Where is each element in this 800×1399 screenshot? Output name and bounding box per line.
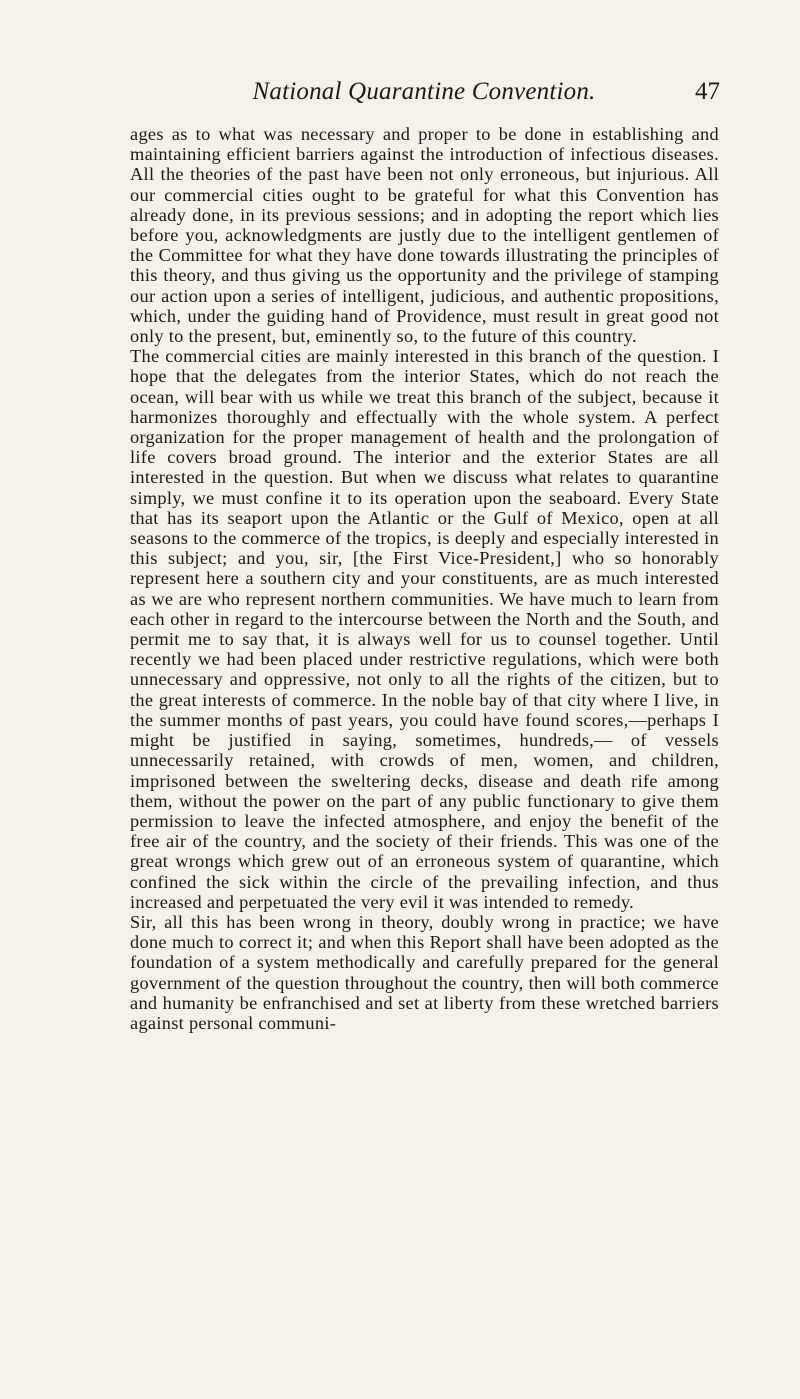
running-title: National Quarantine Convention. [252,78,596,105]
page-number: 47 [695,78,720,105]
paragraph: Sir, all this has been wrong in theory, doubly wrong in practice; we have done much to correct it; and when this Report shall have been adopted as the foundation of a system methodically and carefully prepared for the general government of the question throughout the country, then will both commerce and humanity be enfranchised and set at liberty from these wretched barriers against personal communi- [130,911,719,1033]
paragraph: The commercial cities are mainly interested in this branch of the question. I hope that the delegates from the interior States, which do not reach the ocean, will bear with us while we treat this branch of the subject, because it harmonizes thoroughly and effectually with the whole system. A perfect organization for the proper management of health and the prolongation of life covers broad ground. The interior and the exterior States are all interested in the question. But when we discuss what relates to quarantine simply, we must confine it to its operation upon the seaboard. Every State that has its seaport upon the Atlantic or the Gulf of Mexico, open at all seasons to the commerce of the tropics, is deeply and especially interested in this subject; and you, sir, [the First Vice-President,] who so honorably represent here a southern city and your constituents, are as much interested as we are who represent northern communities. We have much to learn from each other in regard to the intercourse between the North and the South, and permit me to say that, it is always well for us to counsel together. Until recently we had been placed under restrictive regulations, which were both unnecessary and oppressive, not only to all the rights of the citizen, but to the great interests of commerce. In the noble bay of that city where I live, in the summer months of past years, you could have found scores,—perhaps I might be justified in saying, sometimes, hundreds,— of vessels unnecessarily retained, with crowds of men, women, and children, imprisoned between the sweltering decks, disease and death rife among them, without the power on the part of any public functionary to give them permission to leave the infected atmosphere, and enjoy the benefit of the free air of the country, and the society of their friends. This was one of the great wrongs which grew out of an erroneous system of quarantine, which confined the sick within the circle of the prevailing infection, and thus increased and perpetuated the very evil it was intended to remedy. [130,346,719,912]
paragraph: ages as to what was necessary and proper to be done in establishing and maintaining efficient barriers against the introduction of infectious diseases. All the theories of the past have been not only erroneous, but injurious. All our commercial cities ought to be grateful for what this Convention has already done, in its previous sessions; and in adopting the report which lies before you, acknowledgments are justly due to the intelligent gentlemen of the Committee for what they have done towards illustrating the principles of this theory, and thus giving us the opportunity and the privilege of stamping our action upon a series of intelligent, judicious, and authentic propositions, which, under the guiding hand of Providence, must result in great good not only to the present, but, eminently so, to the future of this country. [130,124,719,347]
running-head [128,78,720,110]
body-text [130,124,719,1033]
